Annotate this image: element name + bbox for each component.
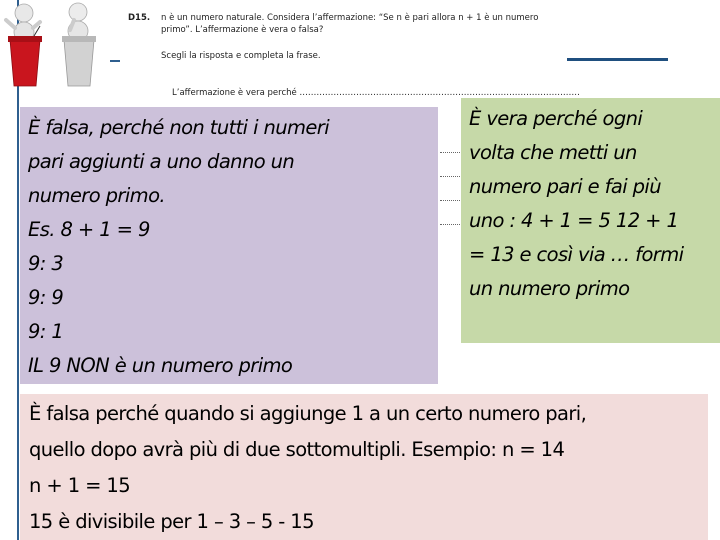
answer-line: IL 9 NON è un numero primo — [28, 354, 293, 377]
answer-line: 9: 1 — [28, 320, 64, 343]
question-text — [161, 12, 551, 36]
answer-dotted-line — [440, 152, 460, 153]
figures-illustration — [0, 0, 100, 92]
answer-line: n + 1 = 15 — [29, 474, 131, 497]
answer-line: È vera perché ogni — [469, 107, 643, 130]
answer-line: = 13 e così via … formi — [469, 243, 684, 266]
answer-card-false-bottom — [20, 394, 708, 540]
answer-dotted-line — [440, 224, 460, 225]
top-rule — [110, 60, 120, 62]
answer-line: 9: 3 — [28, 252, 64, 275]
question-instruction: Scegli la risposta e completa la frase. — [161, 51, 321, 61]
question-line: primo”. L’affermazione è vera o falsa? — [161, 25, 324, 35]
question-line: n è un numero naturale. Considera l’affermazione: “Se n è pari allora n + 1 è un numero — [161, 13, 539, 23]
answer-statement: L’affermazione è vera perché ……………………………………………………………………………………… — [172, 88, 580, 98]
question-number: D15. — [128, 13, 151, 23]
answer-line: Es. 8 + 1 = 9 — [28, 218, 150, 241]
answer-line: uno : 4 + 1 = 5 12 + 1 — [469, 209, 679, 232]
speaker-figure-icon — [6, 4, 42, 86]
answer-line: quello dopo avrà più di due sottomultipli. Esempio: n = 14 — [29, 438, 565, 461]
answer-line: È falsa, perché non tutti i numeri — [28, 116, 330, 139]
answer-line: numero primo. — [28, 184, 165, 207]
answer-line: pari aggiunti a uno danno un — [28, 150, 295, 173]
answer-dotted-line — [440, 176, 460, 177]
answer-dotted-line — [440, 200, 460, 201]
answer-line: È falsa perché quando si aggiunge 1 a un certo numero pari, — [29, 402, 587, 425]
thinking-figure-icon — [62, 3, 96, 86]
answer-line: volta che metti un — [469, 141, 637, 164]
answer-card-true-right — [461, 98, 720, 343]
answer-line: 15 è divisibile per 1 – 3 – 5 - 15 — [29, 510, 314, 533]
answer-card-false-left — [20, 107, 438, 384]
answer-line: numero pari e fai più — [469, 175, 661, 198]
answer-line: 9: 9 — [28, 286, 64, 309]
right-accent-rule — [567, 58, 668, 61]
answer-line: un numero primo — [469, 277, 630, 300]
